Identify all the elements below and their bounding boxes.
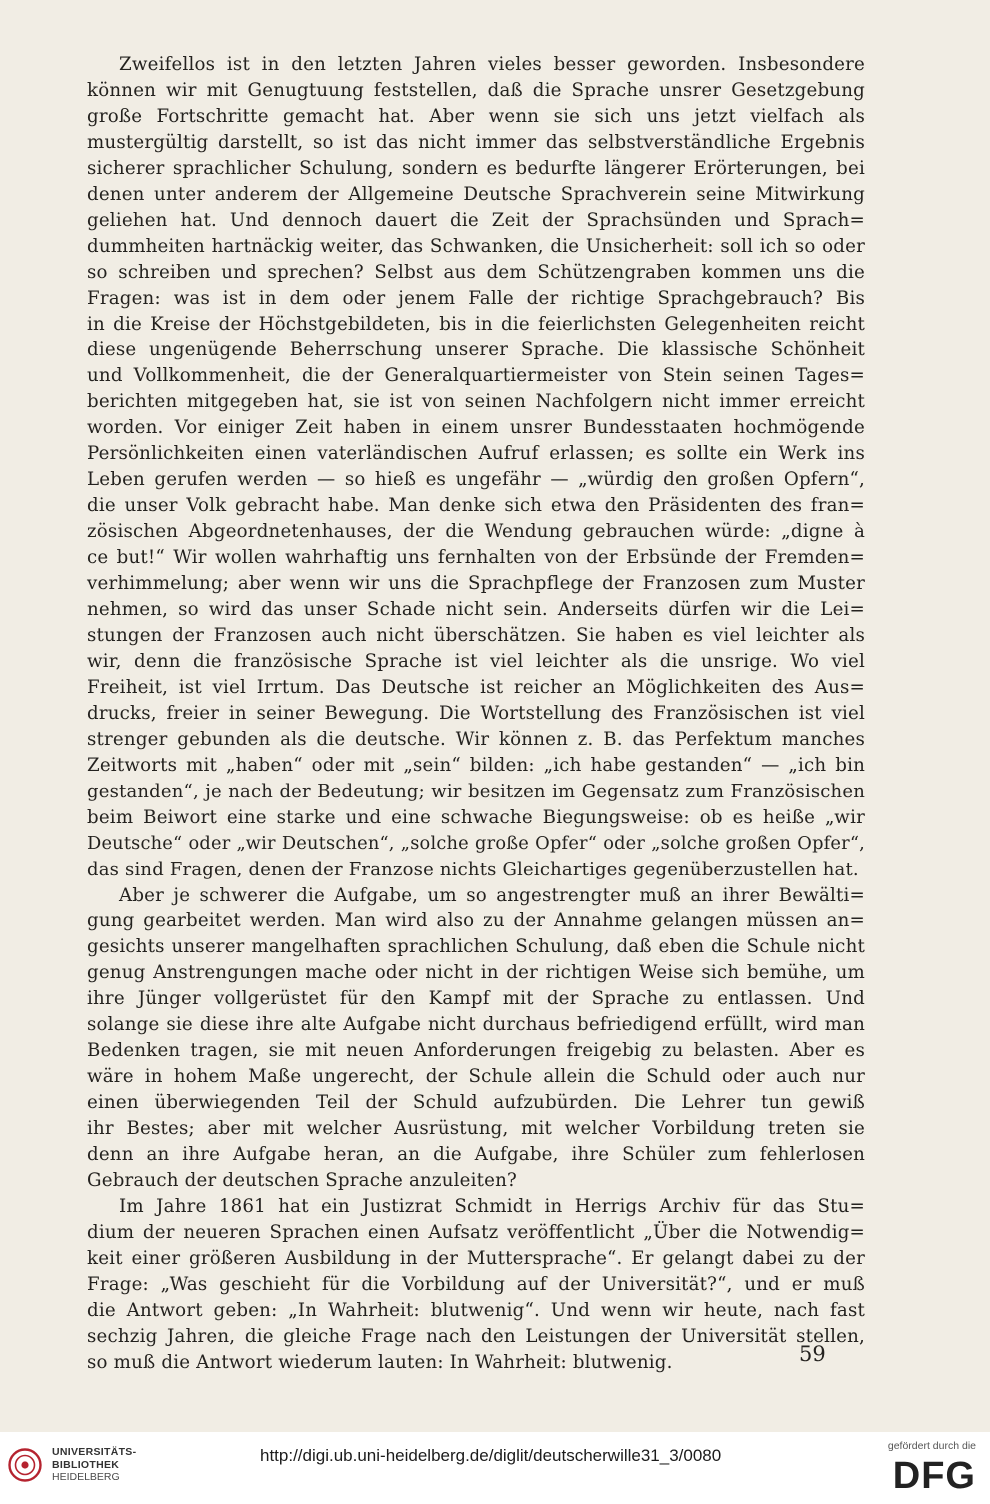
- text-line: strenger gebunden als die deutsche. Wir können z. B. das Perfektum manches: [87, 728, 865, 750]
- funding-note: gefördert durch die: [887, 1440, 976, 1452]
- text-line: Bedenken tragen, sie mit neuen Anforderungen freigebig zu belasten. Aber es: [87, 1040, 865, 1062]
- text-line: gung gearbeitet werden. Man wird also zu der Annahme gelangen müssen an=: [87, 910, 865, 932]
- text-line: solange sie diese ihre alte Aufgabe nicht durchaus befriedigend erfüllt, wird man: [87, 1014, 865, 1036]
- text-line: dium der neueren Sprachen einen Aufsatz veröffentlicht „Über die Notwendig=: [87, 1221, 865, 1243]
- text-line: drucks, freier in seiner Bewegung. Die Wortstellung des Französischen ist viel: [87, 702, 865, 724]
- text-line: Deutsche“ oder „wir Deutschen“, „solche große Opfer“ oder „solche großen Opfer“,: [87, 832, 865, 854]
- text-line: ihr Bestes; aber mit welcher Ausrüstung, mit welcher Vorbildung treten sie: [87, 1118, 865, 1140]
- dfg-logo[interactable]: DFG: [892, 1455, 976, 1497]
- body-text: [87, 52, 865, 1376]
- text-line: ihre Jünger vollgerüstet für den Kampf mit der Sprache zu entlassen. Und: [87, 988, 865, 1010]
- text-line: denen unter anderem der Allgemeine Deutsche Sprachverein seine Mitwirkung: [87, 183, 865, 205]
- text-line: Fragen: was ist in dem oder jenem Falle der richtige Sprachgebrauch? Bis: [87, 287, 865, 309]
- logo-line: UNIVERSITÄTS-: [52, 1446, 137, 1458]
- logo-text: [52, 1446, 136, 1484]
- text-line: so schreiben und sprechen? Selbst aus dem Schützengraben kommen uns die: [87, 261, 865, 283]
- text-line: das sind Fragen, denen der Franzose nichts Gleichartiges gegenüberzustellen hat.: [87, 858, 859, 880]
- text-line: worden. Vor einiger Zeit haben in einem unsrer Bundesstaaten hochmögende: [87, 417, 865, 439]
- footer-bar: [0, 1432, 990, 1504]
- text-line: gestanden“, je nach der Bedeutung; wir besitzen im Gegensatz zum Französischen: [87, 780, 865, 802]
- text-line: so muß die Antwort wiederum lauten: In Wahrheit: blutwenig.: [87, 1351, 673, 1373]
- text-line: genug Anstrengungen mache oder nicht in der richtigen Weise sich bemühe, um: [87, 962, 865, 984]
- text-line: diese ungenügende Beherrschung unserer Sprache. Die klassische Schönheit: [87, 339, 865, 361]
- text-line: einen überwiegenden Teil der Schuld aufzubürden. Die Lehrer tun gewiß: [87, 1092, 865, 1114]
- text-line: gesichts unserer mangelhaften sprachlichen Schulung, daß eben die Schule nicht: [87, 936, 865, 958]
- library-seal-icon: [8, 1448, 42, 1482]
- text-line: zösischen Abgeordnetenhauses, der die Wendung gebrauchen würde: „digne à: [87, 521, 865, 543]
- page-number: 59: [799, 1342, 826, 1366]
- text-line: berichten mitgegeben hat, sie ist von seinen Nachfolgern nicht immer erreicht: [87, 391, 865, 413]
- text-line: nehmen, so wird das unser Schade nicht sein. Anderseits dürfen wir die Lei=: [87, 599, 865, 621]
- logo-line: BIBLIOTHEK: [52, 1458, 120, 1471]
- text-line: und Vollkommenheit, die der Generalquartiermeister von Stein seinen Tages=: [87, 365, 865, 387]
- text-line: denn an ihre Aufgabe heran, an die Aufgabe, ihre Schüler zum fehlerlosen: [87, 1144, 865, 1166]
- text-line: große Fortschritte gemacht hat. Aber wenn sie sich uns jetzt vielfach als: [87, 105, 865, 127]
- text-line: wäre in hohem Maße ungerecht, der Schule allein die Schuld oder auch nur: [87, 1066, 865, 1088]
- logo-line: HEIDELBERG: [52, 1471, 120, 1483]
- paragraph: [87, 1194, 865, 1376]
- text-line: sechzig Jahren, die gleiche Frage nach den Leistungen der Universität stellen,: [87, 1325, 865, 1347]
- text-line: beim Beiwort eine starke und eine schwache Biegungsweise: ob es heiße „wir: [87, 806, 865, 828]
- paragraph: [87, 883, 865, 1194]
- text-line: die unser Volk gebracht habe. Man denke sich etwa den Präsidenten des fran=: [87, 495, 865, 517]
- text-line: Leben gerufen werden — so hieß es ungefähr — „würdig den großen Opfern“,: [87, 469, 865, 491]
- text-line: können wir mit Genugtuung feststellen, daß die Sprache unsrer Gesetzgebung: [87, 79, 865, 101]
- paragraph: [87, 52, 865, 883]
- text-line: verhimmelung; aber wenn wir uns die Sprachpflege der Franzosen zum Muster: [87, 573, 865, 595]
- text-line: in die Kreise der Höchstgebildeten, bis in die feierlichsten Gelegenheiten reicht: [87, 313, 865, 335]
- text-line: Zeitworts mit „haben“ oder mit „sein“ bilden: „ich habe gestanden“ — „ich bin: [87, 754, 865, 776]
- text-line: ce but!“ Wir wollen wahrhaftig uns fernhalten von der Erbsünde der Fremden=: [87, 547, 865, 569]
- text-line: stungen der Franzosen auch nicht überschätzen. Sie haben es viel leichter als: [87, 624, 865, 646]
- text-line: Aber je schwerer die Aufgabe, um so angestrengter muß an ihrer Bewälti=: [119, 884, 865, 906]
- text-line: Frage: „Was geschieht für die Vorbildung auf der Universität?“, und er muß: [87, 1273, 865, 1295]
- text-line: Persönlichkeiten einen vaterländischen Aufruf erlassen; es sollte ein Werk ins: [87, 443, 865, 465]
- text-line: wir, denn die französische Sprache ist viel leichter als die unsrige. Wo viel: [87, 650, 865, 672]
- text-line: Gebrauch der deutschen Sprache anzuleiten?: [87, 1169, 517, 1191]
- university-library-logo[interactable]: [8, 1442, 137, 1492]
- text-line: Freiheit, ist viel Irrtum. Das Deutsche ist reicher an Möglichkeiten des Aus=: [87, 676, 865, 698]
- text-line: dummheiten hartnäckig weiter, das Schwanken, die Unsicherheit: soll ich so oder: [87, 235, 865, 257]
- text-line: keit einer größeren Ausbildung in der Muttersprache“. Er gelangt dabei zu der: [87, 1247, 865, 1269]
- text-line: Im Jahre 1861 hat ein Justizrat Schmidt in Herrigs Archiv für das Stu=: [119, 1195, 865, 1217]
- text-line: Zweifellos ist in den letzten Jahren vieles besser geworden. Insbesondere: [119, 54, 865, 75]
- text-line: die Antwort geben: „In Wahrheit: blutwenig“. Und wenn wir heute, nach fast: [87, 1299, 865, 1321]
- document-url-link[interactable]: http://digi.ub.uni-heidelberg.de/diglit/deutscherwille31_3/0080: [260, 1446, 722, 1465]
- text-line: sicherer sprachlicher Schulung, sondern es bedurfte längerer Erörterungen, bei: [87, 157, 865, 179]
- text-line: mustergültig darstellt, so ist das nicht immer das selbstverständliche Ergebnis: [87, 131, 865, 153]
- text-line: geliehen hat. Und dennoch dauert die Zeit der Sprachsünden und Sprach=: [87, 209, 865, 231]
